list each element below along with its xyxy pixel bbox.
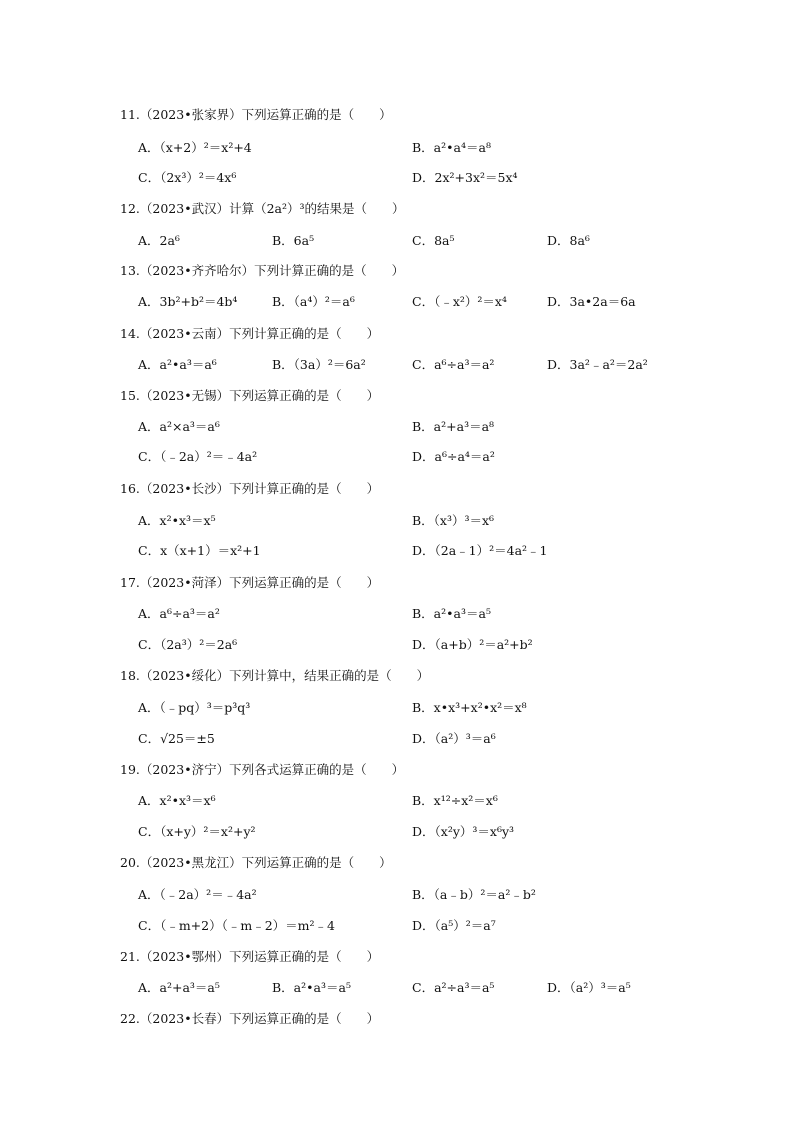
q20-option-d: D．（a⁵）²＝a⁷ xyxy=(412,918,496,933)
q19-option-c: C．（x+y）²＝x²+y² xyxy=(138,824,256,839)
q14-option-a: A．a²•a³＝a⁶ xyxy=(138,357,217,372)
q16-option-d: D．（2a﹣1）²＝4a²﹣1 xyxy=(412,543,548,558)
q15-option-b: B．a²+a³＝a⁸ xyxy=(412,419,495,434)
q17-option-b: B．a²•a³＝a⁵ xyxy=(412,606,491,621)
question-12-stem: 12.（2023•武汉）计算（2a²）³的结果是（ ） xyxy=(120,201,405,216)
q11-option-d: D．2x²+3x²＝5x⁴ xyxy=(412,170,518,185)
q15-option-d: D．a⁶÷a⁴＝a² xyxy=(412,449,495,464)
q17-option-a: A．a⁶÷a³＝a² xyxy=(138,606,220,621)
q16-option-c: C．x（x+1）＝x²+1 xyxy=(138,543,261,558)
question-14-stem: 14.（2023•云南）下列计算正确的是（ ） xyxy=(120,326,380,341)
q11-option-a: A．（x+2）²＝x²+4 xyxy=(138,140,252,155)
q19-option-a: A．x²•x³＝x⁶ xyxy=(138,793,216,808)
q12-option-d: D．8a⁶ xyxy=(547,233,590,248)
question-17-stem: 17.（2023•菏泽）下列运算正确的是（ ） xyxy=(120,575,380,590)
q16-option-a: A．x²•x³＝x⁵ xyxy=(138,513,216,528)
question-21-stem: 21.（2023•鄂州）下列运算正确的是（ ） xyxy=(120,949,380,964)
q11-option-c: C．（2x³）²＝4x⁶ xyxy=(138,170,237,185)
q20-option-a: A．（﹣2a）²＝﹣4a² xyxy=(138,887,257,902)
q18-option-d: D．（a²）³＝a⁶ xyxy=(412,731,496,746)
q19-option-d: D．（x²y）³＝x⁶y³ xyxy=(412,824,515,839)
q15-option-c: C．（﹣2a）²＝﹣4a² xyxy=(138,449,258,464)
q21-option-a: A．a²+a³＝a⁵ xyxy=(138,980,220,995)
question-16-stem: 16.（2023•长沙）下列计算正确的是（ ） xyxy=(120,481,380,496)
q13-option-d: D．3a•2a＝6a xyxy=(547,294,636,309)
q18-option-a: A．（﹣pq）³＝p³q³ xyxy=(138,700,251,715)
q12-option-b: B．6a⁵ xyxy=(272,233,315,248)
question-19-stem: 19.（2023•济宁）下列各式运算正确的是（ ） xyxy=(120,762,405,777)
q14-option-d: D．3a²﹣a²＝2a² xyxy=(547,357,648,372)
question-18-stem: 18.（2023•绥化）下列计算中，结果正确的是（ ） xyxy=(120,668,430,683)
q13-option-b: B．（a⁴）²＝a⁶ xyxy=(272,294,355,309)
q21-option-d: D．（a²）³＝a⁵ xyxy=(547,980,631,995)
q17-option-c: C．（2a³）²＝2a⁶ xyxy=(138,637,238,652)
q20-option-b: B．（a﹣b）²＝a²﹣b² xyxy=(412,887,536,902)
q18-option-c: C．√25＝±5 xyxy=(138,731,215,746)
q14-option-c: C．a⁶÷a³＝a² xyxy=(412,357,495,372)
q20-option-c: C．（﹣m+2）（﹣m﹣2）＝m²﹣4 xyxy=(138,918,335,933)
q21-option-c: C．a²÷a³＝a⁵ xyxy=(412,980,495,995)
q17-option-d: D．（a+b）²＝a²+b² xyxy=(412,637,533,652)
question-11-stem: 11.（2023•张家界）下列运算正确的是（ ） xyxy=(120,107,392,122)
question-22-stem: 22.（2023•长春）下列运算正确的是（ ） xyxy=(120,1011,380,1026)
q15-option-a: A．a²×a³＝a⁶ xyxy=(138,419,220,434)
question-20-stem: 20.（2023•黑龙江）下列运算正确的是（ ） xyxy=(120,855,392,870)
q13-option-a: A．3b²+b²＝4b⁴ xyxy=(138,294,238,309)
question-13-stem: 13.（2023•齐齐哈尔）下列计算正确的是（ ） xyxy=(120,263,405,278)
question-15-stem: 15.（2023•无锡）下列运算正确的是（ ） xyxy=(120,388,380,403)
q21-option-b: B．a²•a³＝a⁵ xyxy=(272,980,351,995)
q19-option-b: B．x¹²÷x²＝x⁶ xyxy=(412,793,498,808)
q12-option-a: A．2a⁶ xyxy=(138,233,180,248)
q16-option-b: B．（x³）³＝x⁶ xyxy=(412,513,495,528)
q11-option-b: B．a²•a⁴＝a⁸ xyxy=(412,140,491,155)
q12-option-c: C．8a⁵ xyxy=(412,233,455,248)
q18-option-b: B．x•x³+x²•x²＝x⁸ xyxy=(412,700,527,715)
q14-option-b: B．（3a）²＝6a² xyxy=(272,357,366,372)
q13-option-c: C．（﹣x²）²＝x⁴ xyxy=(412,294,507,309)
